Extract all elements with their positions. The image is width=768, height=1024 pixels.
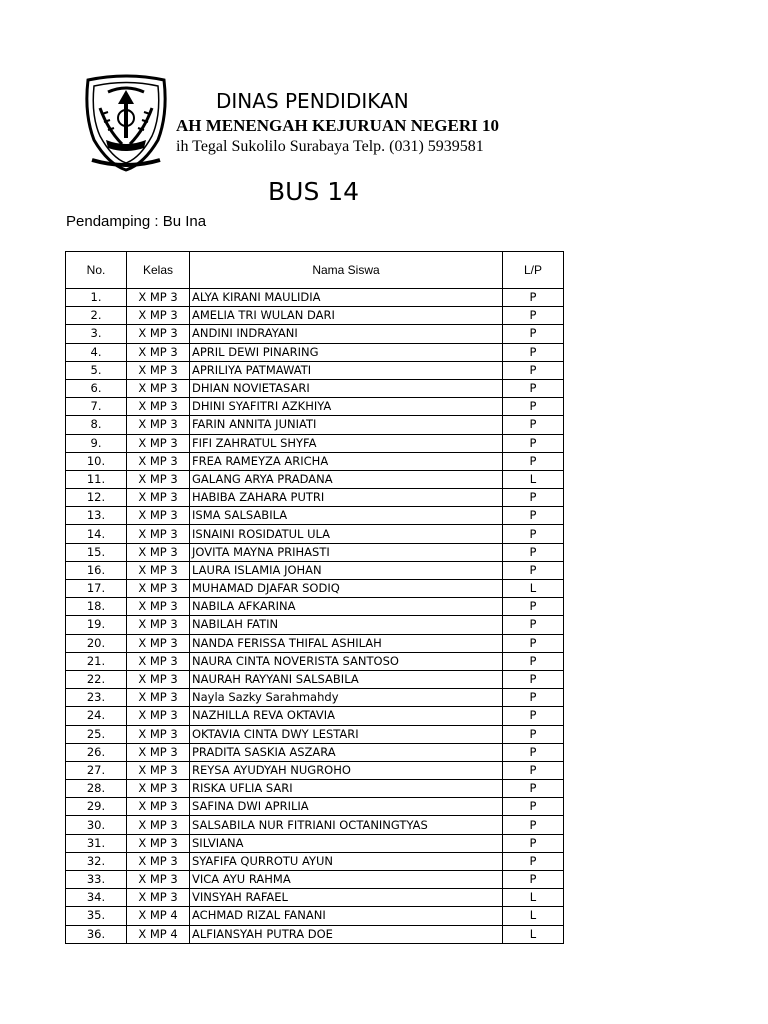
gender-cell: P bbox=[503, 307, 564, 325]
table-row bbox=[66, 907, 564, 925]
gender-cell: L bbox=[503, 580, 564, 598]
row-number: 6. bbox=[66, 379, 127, 397]
bus-title: BUS 14 bbox=[268, 177, 360, 206]
student-name: PRADITA SASKIA ASZARA bbox=[190, 743, 503, 761]
class-cell: X MP 3 bbox=[127, 707, 190, 725]
row-number: 15. bbox=[66, 543, 127, 561]
table-row bbox=[66, 361, 564, 379]
class-cell: X MP 3 bbox=[127, 852, 190, 870]
class-cell: X MP 3 bbox=[127, 889, 190, 907]
gender-cell: P bbox=[503, 780, 564, 798]
class-cell: X MP 3 bbox=[127, 743, 190, 761]
row-number: 19. bbox=[66, 616, 127, 634]
student-name: GALANG ARYA PRADANA bbox=[190, 470, 503, 488]
row-number: 18. bbox=[66, 598, 127, 616]
gender-cell: P bbox=[503, 707, 564, 725]
row-number: 11. bbox=[66, 470, 127, 488]
student-name: ISMA SALSABILA bbox=[190, 507, 503, 525]
companion-label: Pendamping : Bu Ina bbox=[66, 213, 207, 230]
column-header-lp: L/P bbox=[503, 252, 564, 289]
table-row bbox=[66, 343, 564, 361]
table-row bbox=[66, 452, 564, 470]
student-roster-table bbox=[65, 251, 564, 944]
gender-cell: P bbox=[503, 325, 564, 343]
gender-cell: P bbox=[503, 489, 564, 507]
class-cell: X MP 3 bbox=[127, 361, 190, 379]
row-number: 26. bbox=[66, 743, 127, 761]
row-number: 3. bbox=[66, 325, 127, 343]
row-number: 1. bbox=[66, 289, 127, 307]
table-row bbox=[66, 325, 564, 343]
table-header-row bbox=[66, 252, 564, 289]
student-name: DHIAN NOVIETASARI bbox=[190, 379, 503, 397]
gender-cell: P bbox=[503, 379, 564, 397]
student-name: DHINI SYAFITRI AZKHIYA bbox=[190, 398, 503, 416]
table-row bbox=[66, 634, 564, 652]
class-cell: X MP 3 bbox=[127, 598, 190, 616]
student-name: NANDA FERISSA THIFAL ASHILAH bbox=[190, 634, 503, 652]
table-row bbox=[66, 489, 564, 507]
table-row bbox=[66, 543, 564, 561]
row-number: 32. bbox=[66, 852, 127, 870]
class-cell: X MP 3 bbox=[127, 289, 190, 307]
student-name: SALSABILA NUR FITRIANI OCTANINGTYAS bbox=[190, 816, 503, 834]
table-row bbox=[66, 398, 564, 416]
row-number: 8. bbox=[66, 416, 127, 434]
class-cell: X MP 3 bbox=[127, 398, 190, 416]
gender-cell: P bbox=[503, 343, 564, 361]
gender-cell: P bbox=[503, 798, 564, 816]
gender-cell: L bbox=[503, 889, 564, 907]
row-number: 23. bbox=[66, 689, 127, 707]
row-number: 4. bbox=[66, 343, 127, 361]
gender-cell: P bbox=[503, 689, 564, 707]
table-row bbox=[66, 561, 564, 579]
row-number: 25. bbox=[66, 725, 127, 743]
table-row bbox=[66, 307, 564, 325]
row-number: 34. bbox=[66, 889, 127, 907]
student-name: MUHAMAD DJAFAR SODIQ bbox=[190, 580, 503, 598]
gender-cell: L bbox=[503, 925, 564, 943]
student-name: FARIN ANNITA JUNIATI bbox=[190, 416, 503, 434]
gender-cell: P bbox=[503, 852, 564, 870]
student-name: NABILAH FATIN bbox=[190, 616, 503, 634]
table-row bbox=[66, 670, 564, 688]
gender-cell: P bbox=[503, 398, 564, 416]
gender-cell: P bbox=[503, 416, 564, 434]
student-name: Nayla Sazky Sarahmahdy bbox=[190, 689, 503, 707]
class-cell: X MP 3 bbox=[127, 580, 190, 598]
gender-cell: P bbox=[503, 743, 564, 761]
class-cell: X MP 3 bbox=[127, 470, 190, 488]
class-cell: X MP 3 bbox=[127, 343, 190, 361]
class-cell: X MP 4 bbox=[127, 925, 190, 943]
table-row bbox=[66, 416, 564, 434]
student-name: SAFINA DWI APRILIA bbox=[190, 798, 503, 816]
gender-cell: P bbox=[503, 434, 564, 452]
row-number: 22. bbox=[66, 670, 127, 688]
school-name: AH MENENGAH KEJURUAN NEGERI 10 bbox=[176, 116, 500, 135]
class-cell: X MP 3 bbox=[127, 616, 190, 634]
row-number: 30. bbox=[66, 816, 127, 834]
student-name: APRILIYA PATMAWATI bbox=[190, 361, 503, 379]
table-row bbox=[66, 743, 564, 761]
table-row bbox=[66, 816, 564, 834]
gender-cell: P bbox=[503, 361, 564, 379]
class-cell: X MP 3 bbox=[127, 780, 190, 798]
gender-cell: P bbox=[503, 525, 564, 543]
class-cell: X MP 3 bbox=[127, 798, 190, 816]
row-number: 29. bbox=[66, 798, 127, 816]
student-name: NAZHILLA REVA OKTAVIA bbox=[190, 707, 503, 725]
class-cell: X MP 3 bbox=[127, 816, 190, 834]
row-number: 31. bbox=[66, 834, 127, 852]
gender-cell: P bbox=[503, 871, 564, 889]
table-row bbox=[66, 689, 564, 707]
gender-cell: P bbox=[503, 761, 564, 779]
table-row bbox=[66, 652, 564, 670]
class-cell: X MP 3 bbox=[127, 871, 190, 889]
student-name: RISKA UFLIA SARI bbox=[190, 780, 503, 798]
student-name: REYSA AYUDYAH NUGROHO bbox=[190, 761, 503, 779]
student-name: AMELIA TRI WULAN DARI bbox=[190, 307, 503, 325]
student-name: JOVITA MAYNA PRIHASTI bbox=[190, 543, 503, 561]
class-cell: X MP 3 bbox=[127, 689, 190, 707]
table-row bbox=[66, 598, 564, 616]
column-header-nama-siswa: Nama Siswa bbox=[190, 252, 503, 289]
student-name: APRIL DEWI PINARING bbox=[190, 343, 503, 361]
table-row bbox=[66, 798, 564, 816]
agency-title: DINAS PENDIDIKAN bbox=[216, 89, 409, 113]
school-address: ih Tegal Sukolilo Surabaya Telp. (031) 5939581 bbox=[176, 138, 484, 155]
student-name: ALYA KIRANI MAULIDIA bbox=[190, 289, 503, 307]
row-number: 14. bbox=[66, 525, 127, 543]
gender-cell: P bbox=[503, 652, 564, 670]
class-cell: X MP 3 bbox=[127, 416, 190, 434]
column-header-no: No. bbox=[66, 252, 127, 289]
table-row bbox=[66, 871, 564, 889]
gender-cell: P bbox=[503, 834, 564, 852]
class-cell: X MP 3 bbox=[127, 379, 190, 397]
row-number: 21. bbox=[66, 652, 127, 670]
table-row bbox=[66, 379, 564, 397]
gender-cell: L bbox=[503, 470, 564, 488]
row-number: 36. bbox=[66, 925, 127, 943]
row-number: 28. bbox=[66, 780, 127, 798]
class-cell: X MP 3 bbox=[127, 634, 190, 652]
table-row bbox=[66, 525, 564, 543]
column-header-kelas: Kelas bbox=[127, 252, 190, 289]
student-name: FREA RAMEYZA ARICHA bbox=[190, 452, 503, 470]
student-name: OKTAVIA CINTA DWY LESTARI bbox=[190, 725, 503, 743]
student-name: ALFIANSYAH PUTRA DOE bbox=[190, 925, 503, 943]
student-name: LAURA ISLAMIA JOHAN bbox=[190, 561, 503, 579]
table-row bbox=[66, 761, 564, 779]
student-name: NABILA AFKARINA bbox=[190, 598, 503, 616]
row-number: 35. bbox=[66, 907, 127, 925]
student-name: HABIBA ZAHARA PUTRI bbox=[190, 489, 503, 507]
class-cell: X MP 3 bbox=[127, 652, 190, 670]
row-number: 17. bbox=[66, 580, 127, 598]
gender-cell: P bbox=[503, 543, 564, 561]
student-name: NAURAH RAYYANI SALSABILA bbox=[190, 670, 503, 688]
class-cell: X MP 3 bbox=[127, 561, 190, 579]
gender-cell: P bbox=[503, 507, 564, 525]
table-row bbox=[66, 889, 564, 907]
class-cell: X MP 3 bbox=[127, 325, 190, 343]
student-name: ANDINI INDRAYANI bbox=[190, 325, 503, 343]
row-number: 2. bbox=[66, 307, 127, 325]
school-emblem-logo bbox=[78, 74, 174, 172]
table-row bbox=[66, 707, 564, 725]
gender-cell: P bbox=[503, 725, 564, 743]
row-number: 24. bbox=[66, 707, 127, 725]
class-cell: X MP 3 bbox=[127, 725, 190, 743]
gender-cell: P bbox=[503, 289, 564, 307]
student-name: NAURA CINTA NOVERISTA SANTOSO bbox=[190, 652, 503, 670]
row-number: 13. bbox=[66, 507, 127, 525]
gender-cell: P bbox=[503, 561, 564, 579]
row-number: 12. bbox=[66, 489, 127, 507]
class-cell: X MP 3 bbox=[127, 489, 190, 507]
table-row bbox=[66, 925, 564, 943]
row-number: 20. bbox=[66, 634, 127, 652]
table-row bbox=[66, 434, 564, 452]
student-name: ISNAINI ROSIDATUL ULA bbox=[190, 525, 503, 543]
row-number: 7. bbox=[66, 398, 127, 416]
class-cell: X MP 3 bbox=[127, 434, 190, 452]
row-number: 5. bbox=[66, 361, 127, 379]
gender-cell: P bbox=[503, 670, 564, 688]
table-row bbox=[66, 289, 564, 307]
class-cell: X MP 3 bbox=[127, 307, 190, 325]
student-name: ACHMAD RIZAL FANANI bbox=[190, 907, 503, 925]
row-number: 16. bbox=[66, 561, 127, 579]
gender-cell: P bbox=[503, 616, 564, 634]
table-body bbox=[66, 289, 564, 944]
row-number: 33. bbox=[66, 871, 127, 889]
student-name: VINSYAH RAFAEL bbox=[190, 889, 503, 907]
gender-cell: L bbox=[503, 907, 564, 925]
class-cell: X MP 4 bbox=[127, 907, 190, 925]
student-name: SYAFIFA QURROTU AYUN bbox=[190, 852, 503, 870]
table-row bbox=[66, 580, 564, 598]
class-cell: X MP 3 bbox=[127, 543, 190, 561]
class-cell: X MP 3 bbox=[127, 834, 190, 852]
table-row bbox=[66, 507, 564, 525]
table-row bbox=[66, 616, 564, 634]
row-number: 27. bbox=[66, 761, 127, 779]
student-name: FIFI ZAHRATUL SHYFA bbox=[190, 434, 503, 452]
table-row bbox=[66, 780, 564, 798]
table-row bbox=[66, 834, 564, 852]
gender-cell: P bbox=[503, 816, 564, 834]
class-cell: X MP 3 bbox=[127, 452, 190, 470]
class-cell: X MP 3 bbox=[127, 670, 190, 688]
class-cell: X MP 3 bbox=[127, 507, 190, 525]
row-number: 9. bbox=[66, 434, 127, 452]
gender-cell: P bbox=[503, 634, 564, 652]
gender-cell: P bbox=[503, 598, 564, 616]
row-number: 10. bbox=[66, 452, 127, 470]
student-name: VICA AYU RAHMA bbox=[190, 871, 503, 889]
table-row bbox=[66, 852, 564, 870]
gender-cell: P bbox=[503, 452, 564, 470]
class-cell: X MP 3 bbox=[127, 761, 190, 779]
table-row bbox=[66, 725, 564, 743]
class-cell: X MP 3 bbox=[127, 525, 190, 543]
student-name: SILVIANA bbox=[190, 834, 503, 852]
table-row bbox=[66, 470, 564, 488]
